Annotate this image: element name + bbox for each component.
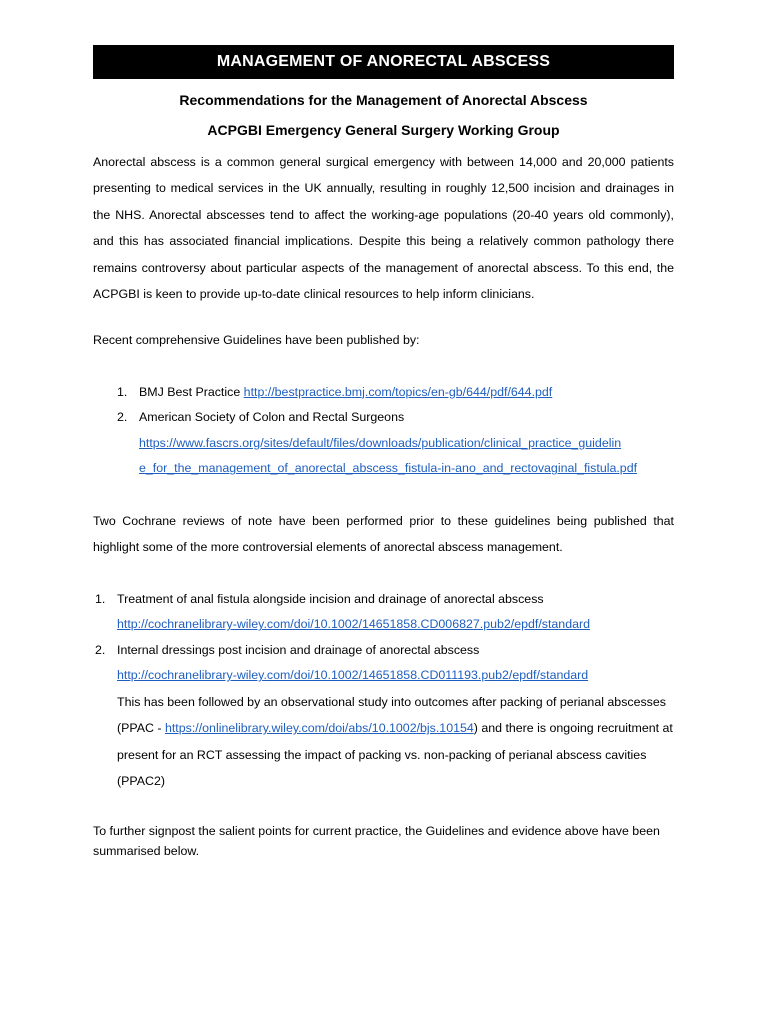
- closing-paragraph: To further signpost the salient points for current practice, the Guidelines and evidence above have been summarised below.: [93, 823, 660, 858]
- guidelines-lead: Recent comprehensive Guidelines have been published by:: [93, 333, 420, 348]
- list-item: 1. BMJ Best Practice http://bestpractice.bmj.com/topics/en-gb/644/pdf/644.pdf: [117, 384, 553, 399]
- followup-paragraph: This has been followed by an observational study into outcomes after packing of perianal abscesses (PPAC - https://onlinelibrary.wiley.com/doi/abs/10.1002/bjs.10154) and there is ongoing recruitment at present for an RCT assessing the impact of packing vs. non-packing of perianal abscess cavities (PPAC2): [117, 694, 673, 789]
- ascrs-link[interactable]: https://www.fascrs.org/sites/default/files/downloads/publication/clinical_practice_guidelin e_for_the_management_of_anorectal_abscess_fistula-in-ano_and_rectovaginal_fistula.pdf: [139, 435, 638, 476]
- cochrane-link-1[interactable]: http://cochranelibrary-wiley.com/doi/10.1002/14651858.CD006827.pub2/epdf/standard: [117, 617, 590, 632]
- guidelines-list: [93, 380, 674, 482]
- list-item: 2. Internal dressings post incision and drainage of anorectal abscess: [93, 638, 674, 664]
- working-group-heading: ACPGBI Emergency General Surgery Working Group: [207, 122, 560, 138]
- guideline-label: American Society of Colon and Rectal Surgeons: [139, 410, 405, 425]
- page-title: MANAGEMENT OF ANORECTAL ABSCESS: [93, 45, 674, 79]
- cochrane-link-2[interactable]: http://cochranelibrary-wiley.com/doi/10.1002/14651858.CD011193.pub2/epdf/standard: [117, 668, 589, 683]
- document-page: [93, 45, 674, 873]
- ppac-link[interactable]: https://onlinelibrary.wiley.com/doi/abs/10.1002/bjs.10154: [164, 721, 474, 736]
- cochrane-lead: Two Cochrane reviews of note have been performed prior to these guidelines being published that highlight some of the more controversial elements of anorectal abscess management.: [93, 513, 674, 555]
- intro-paragraph: Anorectal abscess is a common general surgical emergency with between 14,000 and 20,000 patients presenting to medical services in the UK annually, resulting in roughly 12,500 incision and drainages in the NHS. Anorectal abscesses tend to affect the working-age populations (20-40 years old commonly), and this has associated financial implications. Despite this being a relatively common pathology there remains controversy about particular aspects of the management of anorectal abscess. To this end, the ACPGBI is keen to provide up-to-date clinical resources to help inform clinicians.: [93, 155, 674, 302]
- list-item: 2. American Society of Colon and Rectal Surgeons https://www.fascrs.org/sites/default/files/downloads/publication/clinical_practice_guidelin e_for_the_management_of_anorectal_abscess_fistula-in-ano_and_rectovaginal_fistula.pdf: [93, 405, 674, 482]
- cochrane-item-label: Internal dressings post incision and drainage of anorectal abscess: [117, 642, 480, 657]
- bmj-link[interactable]: http://bestpractice.bmj.com/topics/en-gb/644/pdf/644.pdf: [243, 384, 553, 399]
- cochrane-item-label: Treatment of anal fistula alongside incision and drainage of anorectal abscess: [117, 591, 544, 606]
- cochrane-list: [93, 587, 674, 689]
- document-subtitle: Recommendations for the Management of Anorectal Abscess: [179, 92, 588, 108]
- guideline-label: BMJ Best Practice: [139, 384, 244, 399]
- list-item: 1. Treatment of anal fistula alongside incision and drainage of anorectal abscess: [93, 587, 674, 613]
